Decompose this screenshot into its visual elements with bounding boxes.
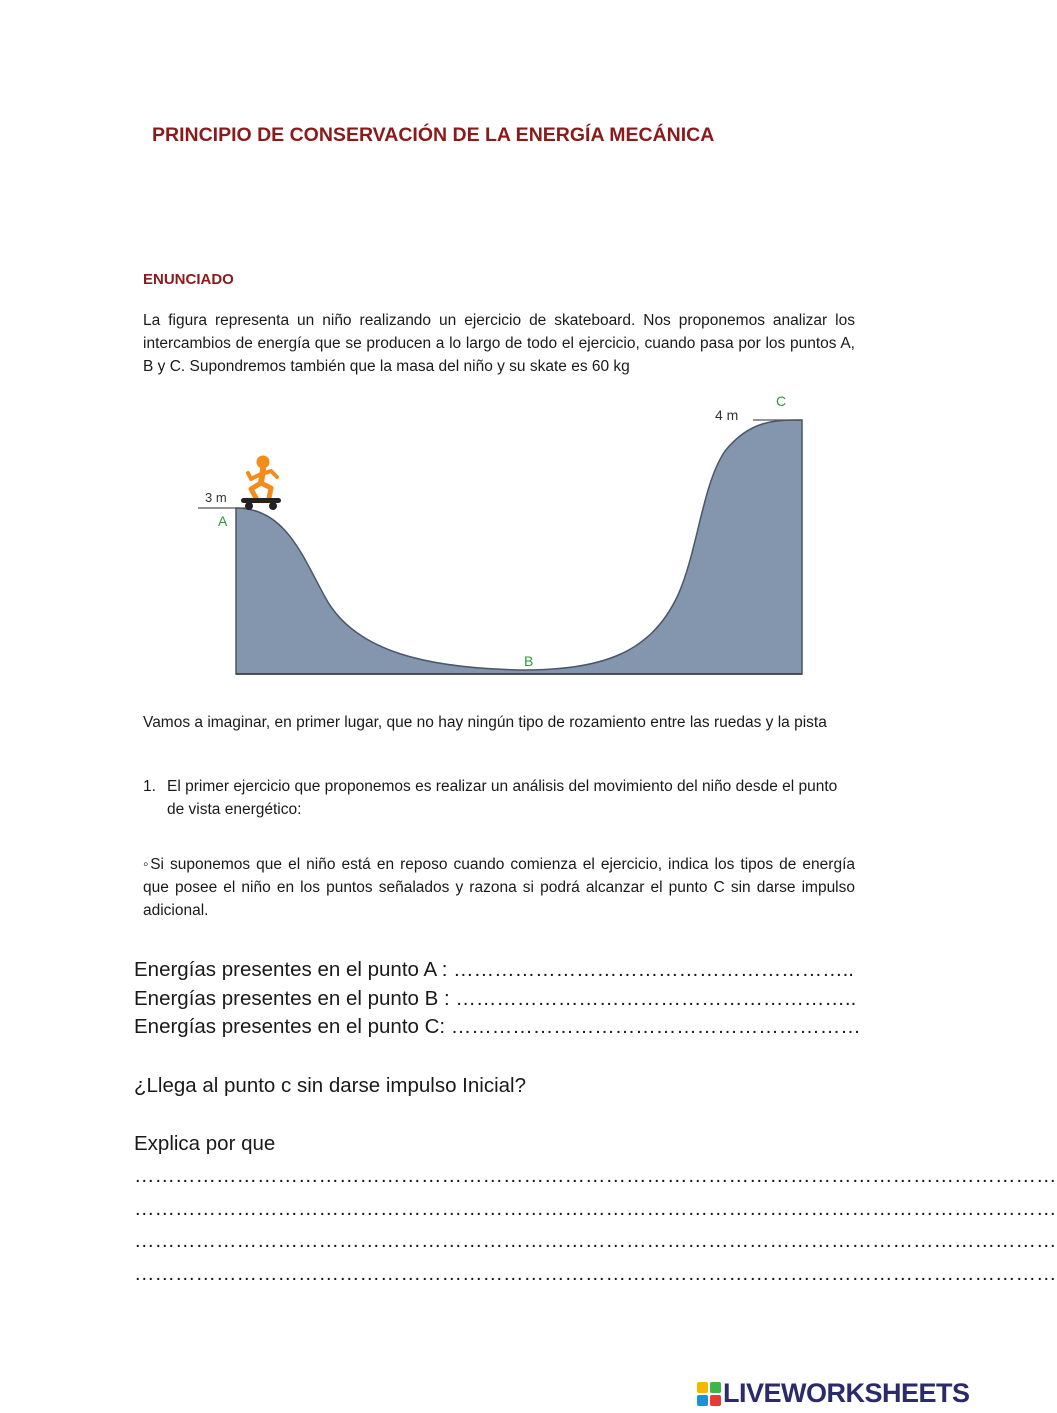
height-label-a: 3 m xyxy=(205,490,227,505)
answer-line-b[interactable]: Energías presentes en el punto B : ………………………………………………….. xyxy=(134,986,857,1010)
answer-line-a[interactable]: Energías presentes en el punto A : ………………………………………………….. xyxy=(134,958,855,981)
dotted-line[interactable]: ……………………………………………………………………………………………………………………… xyxy=(134,1164,1057,1187)
skateboard xyxy=(241,498,281,510)
statement-paragraph: La figura representa un niño realizando un ejercicio de skateboard. Nos proponemos analizar los intercambios de energía que se producen a lo largo de todo el ejercicio, cuando pasa por los puntos A, B y C. Supondremos también que la masa del niño y su skate es 60 kg xyxy=(143,312,855,375)
question-text: ¿Llega al punto c sin darse impulso Inicial? xyxy=(134,1074,526,1097)
instruction-paragraph: ◦Si suponemos que el niño está en reposo cuando comienza el ejercicio, indica los tipos de energía que posee el niño en los puntos señalados y razona si podrá alcanzar el punto C sin darse impulso adicional. xyxy=(143,856,855,919)
assumption-paragraph: Vamos a imaginar, en primer lugar, que no hay ningún tipo de rozamiento entre las ruedas y la pista xyxy=(143,714,827,731)
dotted-line[interactable]: ……………………………………………………………………………………………………………………… xyxy=(134,1261,1057,1285)
ramp-shape xyxy=(236,420,802,674)
point-label-b: B xyxy=(524,653,534,669)
point-label-a: A xyxy=(218,513,228,529)
answer-line-c[interactable]: Energías presentes en el punto C: …………………………………………………… xyxy=(134,1015,861,1038)
point-label-c: C xyxy=(776,393,787,409)
exercise-item xyxy=(143,775,855,821)
skate-ramp-figure xyxy=(190,385,815,685)
dotted-line[interactable]: ……………………………………………………………………………………………………………………… xyxy=(134,1196,1057,1220)
section-heading: ENUNCIADO xyxy=(143,271,234,288)
exercise-text: El primer ejercicio que proponemos es realizar un análisis del movimiento del niño desde el punto de vista energético: xyxy=(167,778,838,818)
explanation-answer-area xyxy=(134,1160,1057,1290)
skater-figure xyxy=(248,456,277,499)
brand-name: LIVEWORKSHEETS xyxy=(723,1378,970,1408)
dotted-line[interactable]: ……………………………………………………………………………………………………………………… xyxy=(134,1229,1057,1252)
height-label-c: 4 m xyxy=(715,407,739,423)
page-title: PRINCIPIO DE CONSERVACIÓN DE LA ENERGÍA MECÁNICA xyxy=(152,124,715,146)
brand-icon xyxy=(697,1382,721,1406)
exercise-number: 1. xyxy=(143,778,156,795)
explain-label: Explica por que xyxy=(134,1132,276,1155)
brand-logo xyxy=(697,1378,970,1409)
answer-block xyxy=(134,956,861,1042)
